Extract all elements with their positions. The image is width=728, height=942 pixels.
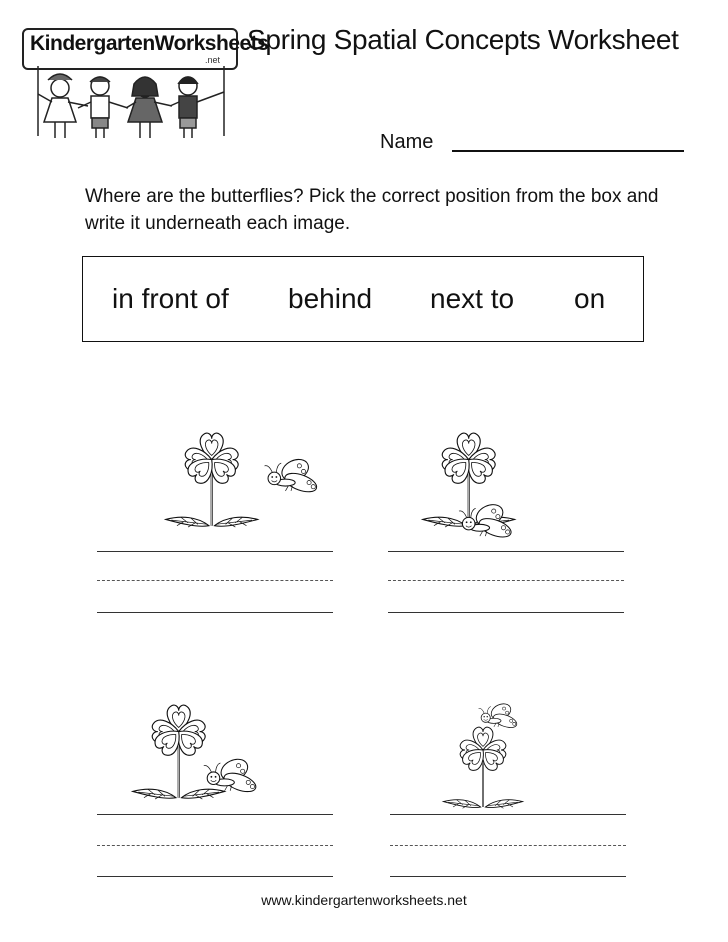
answer-line-bottom xyxy=(390,876,626,877)
word-bank-item: in front of xyxy=(112,283,229,314)
answer-line-mid xyxy=(388,580,624,581)
word-bank-item: behind xyxy=(288,283,373,314)
page-title: Spring Spatial Concepts Worksheet xyxy=(247,24,679,55)
answer-line-top[interactable] xyxy=(97,551,333,552)
word-bank-item: on xyxy=(574,283,606,314)
flower-butterfly-image xyxy=(163,412,323,542)
footer-url: www.kindergartenworksheets.net xyxy=(261,892,467,908)
flower-butterfly-image xyxy=(420,412,580,542)
logo-text: KindergartenWorksheets xyxy=(30,32,269,55)
answer-line-top[interactable] xyxy=(97,814,333,815)
answer-line-mid xyxy=(97,580,333,581)
answer-line-top[interactable] xyxy=(388,551,624,552)
logo-suffix: .net xyxy=(205,55,221,65)
answer-line-bottom xyxy=(97,612,333,613)
logo-kids-illustration xyxy=(30,66,230,146)
name-write-line[interactable] xyxy=(452,150,684,152)
answer-line-bottom xyxy=(388,612,624,613)
answer-line-mid xyxy=(97,845,333,846)
flower-butterfly-image xyxy=(130,684,290,814)
flower-butterfly-image xyxy=(440,690,580,810)
name-label: Name xyxy=(380,131,434,153)
answer-line-top[interactable] xyxy=(390,814,626,815)
word-bank-item: next to xyxy=(430,283,515,314)
instructions: Where are the butterflies? Pick the correct position from the box and write it underneath each image. xyxy=(85,186,659,234)
answer-line-mid xyxy=(390,845,626,846)
answer-line-bottom xyxy=(97,876,333,877)
